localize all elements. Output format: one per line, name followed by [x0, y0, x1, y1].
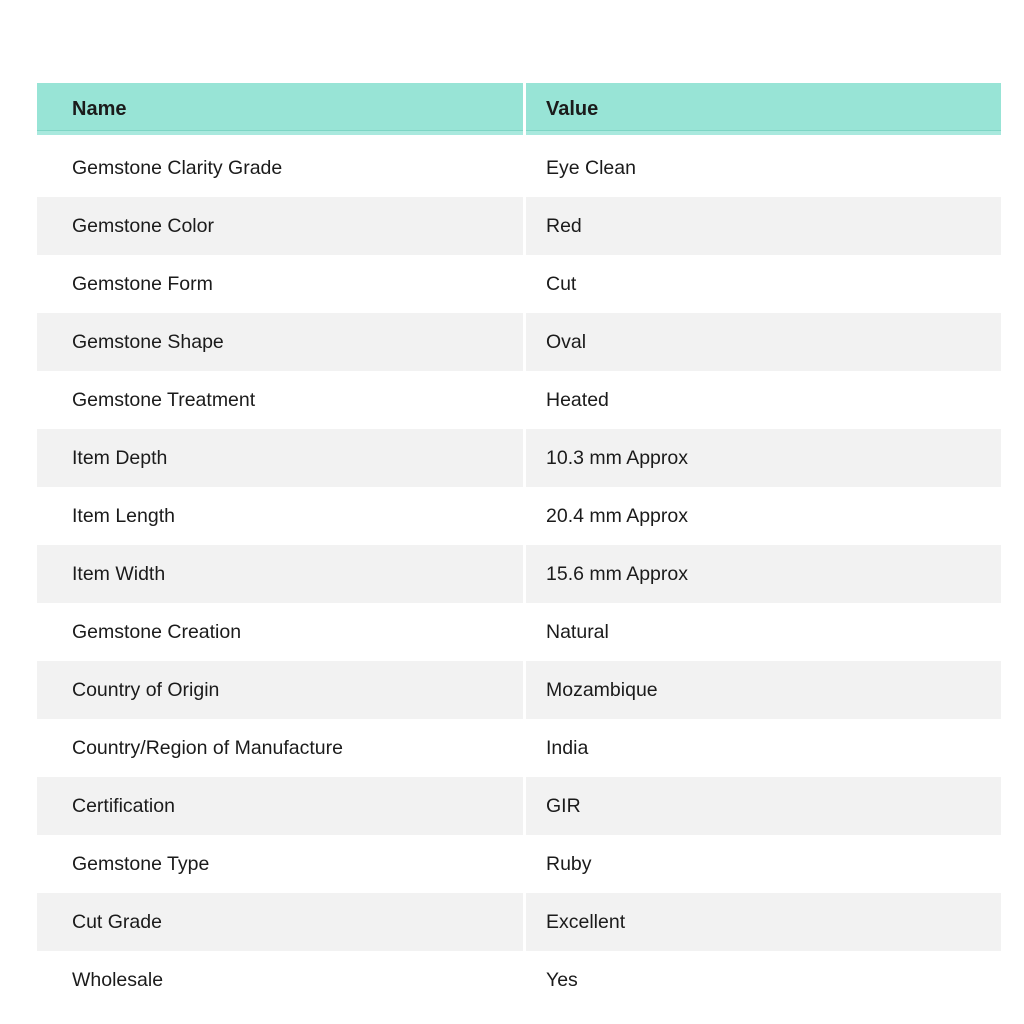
- spec-name: Item Depth: [37, 429, 523, 487]
- spec-name: Gemstone Form: [72, 272, 213, 295]
- table-row: [37, 139, 1001, 197]
- table-row: [37, 951, 1001, 1009]
- spec-value: Yes: [546, 968, 578, 991]
- table-row: [37, 487, 1001, 545]
- item-specifics-table: [37, 83, 1001, 1009]
- table-row: [37, 603, 1001, 661]
- table-row: [37, 313, 1001, 371]
- table-row: [37, 545, 1001, 603]
- column-header-value: Value: [526, 83, 1001, 135]
- table-row: [37, 255, 1001, 313]
- spec-value: Red: [526, 197, 1001, 255]
- spec-value: Natural: [546, 620, 609, 643]
- spec-value: Ruby: [546, 852, 592, 875]
- spec-value: 20.4 mm Approx: [546, 504, 688, 527]
- spec-name: Country/Region of Manufacture: [72, 736, 343, 759]
- table-row: [37, 777, 1001, 835]
- table-row: [37, 835, 1001, 893]
- spec-name: Cut Grade: [37, 893, 523, 951]
- spec-name: Item Width: [37, 545, 523, 603]
- spec-name: Country of Origin: [37, 661, 523, 719]
- spec-name: Gemstone Color: [37, 197, 523, 255]
- spec-value: Mozambique: [526, 661, 1001, 719]
- table-row: [37, 719, 1001, 777]
- table-row: [37, 661, 1001, 719]
- table-row: [37, 371, 1001, 429]
- table-row: [37, 429, 1001, 487]
- spec-value: GIR: [526, 777, 1001, 835]
- spec-name: Gemstone Type: [72, 852, 210, 875]
- spec-value: Eye Clean: [546, 156, 636, 179]
- spec-value: 10.3 mm Approx: [526, 429, 1001, 487]
- spec-value: India: [546, 736, 589, 759]
- table-header-row: [37, 83, 1001, 135]
- spec-name: Item Length: [72, 504, 175, 527]
- spec-value: Heated: [546, 388, 609, 411]
- spec-name: Wholesale: [72, 968, 164, 991]
- spec-name: Gemstone Treatment: [72, 388, 256, 411]
- spec-name: Certification: [37, 777, 523, 835]
- spec-name: Gemstone Creation: [72, 620, 242, 643]
- column-header-name: Name: [37, 83, 523, 135]
- spec-value: Excellent: [526, 893, 1001, 951]
- spec-value: Cut: [546, 272, 577, 295]
- spec-value: 15.6 mm Approx: [526, 545, 1001, 603]
- table-row: [37, 893, 1001, 951]
- spec-name: Gemstone Clarity Grade: [72, 156, 283, 179]
- spec-value: Oval: [526, 313, 1001, 371]
- spec-name: Gemstone Shape: [37, 313, 523, 371]
- table-row: [37, 197, 1001, 255]
- table-body: [37, 139, 1001, 1009]
